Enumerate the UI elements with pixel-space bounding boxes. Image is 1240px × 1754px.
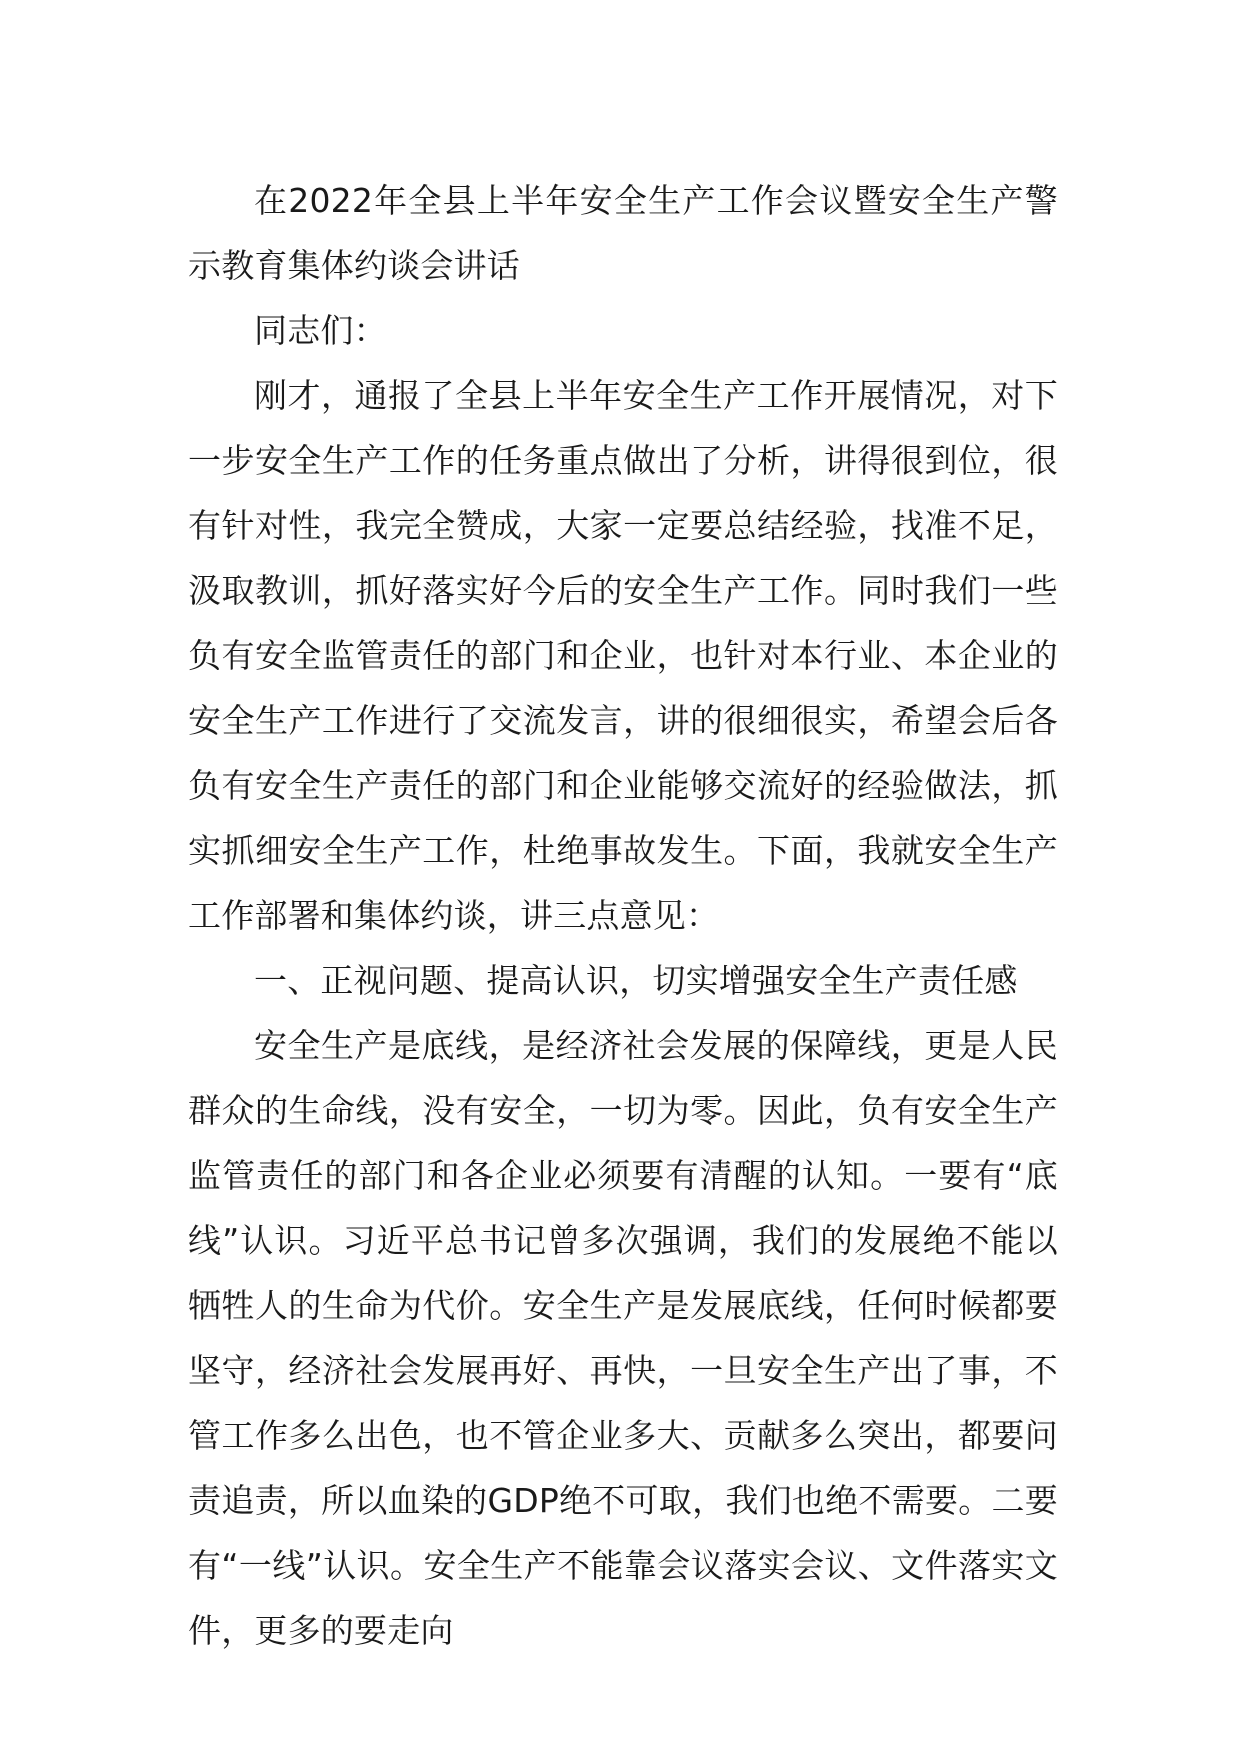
paragraph-section-1: 安全生产是底线，是经济社会发展的保障线，更是人民群众的生命线，没有安全，一切为零。因此，负有安全生产监管责任的部门和各企业必须要有清醒的认知。一要有“底线”认识。习近平总书记曾多次强调，我们的发展绝不能以牺牲人的生命为代价。安全生产是发展底线，任何时候都要坚守，经济社会发展再好、再快，一旦安全生产出了事，不管工作多么出色，也不管企业多大、贡献多么突出，都要问责追责，所以血染的GDP绝不可取，我们也绝不需要。二要有“一线”认识。安全生产不能靠会议落实会议、文件落实文件，更多的要走向 — [188, 1026, 1058, 1650]
document-title: 在2022年全县上半年安全生产工作会议暨安全生产警示教育集体约谈会讲话 — [188, 181, 1058, 285]
paragraph-intro: 刚才，通报了全县上半年安全生产工作开展情况，对下一步安全生产工作的任务重点做出了分析，讲得很到位，很有针对性，我完全赞成，大家一定要总结经验，找准不足，汲取教训，抓好落实好今后的安全生产工作。同时我们一些负有安全监管责任的部门和企业，也针对本行业、本企业的安全生产工作进行了交流发言，讲的很细很实，希望会后各负有安全生产责任的部门和企业能够交流好的经验做法，抓实抓细安全生产工作，杜绝事故发生。下面，我就安全生产工作部署和集体约谈，讲三点意见： — [188, 376, 1058, 935]
document-body — [188, 168, 1058, 1663]
section-heading-1: 一、正视问题、提高认识，切实增强安全生产责任感 — [254, 961, 1018, 1000]
salutation: 同志们： — [254, 311, 387, 350]
